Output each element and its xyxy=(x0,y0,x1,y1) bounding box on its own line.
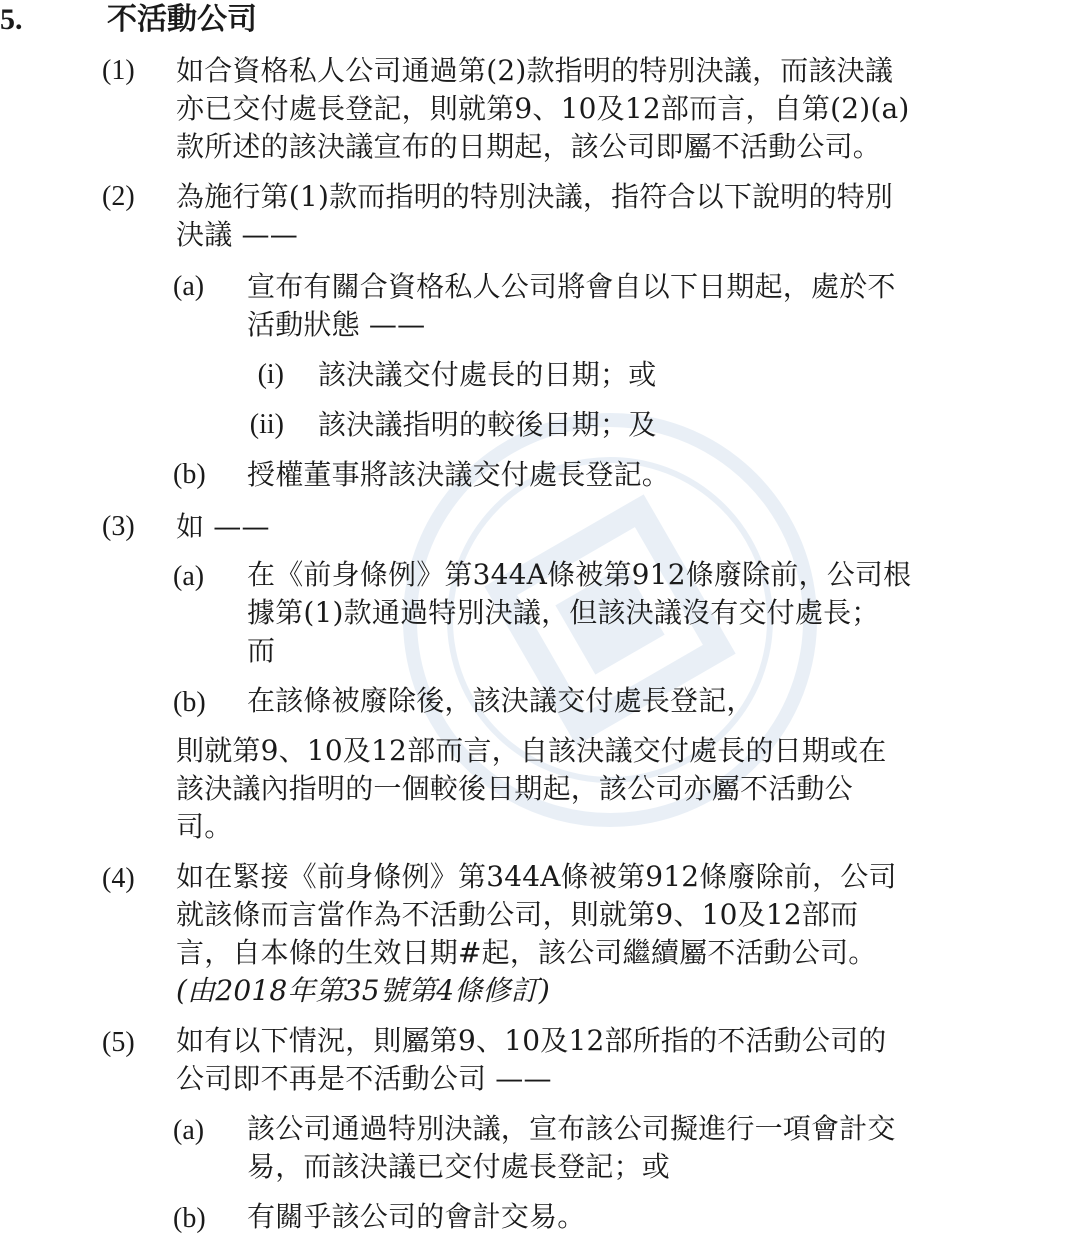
paragraph-5a-line: 易，而該決議已交付處長登記；或 xyxy=(247,1150,671,1183)
subsection-4-line: 如在緊接《前身條例》第344A條被第912條廢除前，公司 xyxy=(176,860,897,893)
subsection-4-line: 言，自本條的生效日期#起，該公司繼續屬不活動公司。 xyxy=(176,936,877,969)
paragraph-3b-text: 在該條被廢除後，該決議交付處長登記， xyxy=(247,684,755,717)
subsection-2-line: 決議 —— xyxy=(176,218,298,251)
subsection-5-label: (5) xyxy=(102,1027,135,1058)
paragraph-3b-label: (b) xyxy=(173,687,206,718)
subsection-4-line: 就該條而言當作為不活動公司，則就第9、10及12部而 xyxy=(176,898,859,931)
paragraph-3a-line: 而 xyxy=(247,634,276,667)
paragraph-5b-label: (b) xyxy=(173,1203,206,1234)
paragraph-2a-line: 宣布有關合資格私人公司將會自以下日期起，處於不 xyxy=(247,270,896,303)
subsection-3-label: (3) xyxy=(102,511,135,542)
subsection-5-line: 公司即不再是不活動公司 —— xyxy=(176,1062,552,1095)
subsection-3-closing-line: 則就第9、10及12部而言，自該決議交付處長的日期或在 xyxy=(176,734,887,767)
subsection-3-closing-line: 該決議內指明的一個較後日期起，該公司亦屬不活動公 xyxy=(176,772,853,805)
subsection-3-intro: 如 —— xyxy=(176,510,270,543)
subparagraph-2a-i-label: (i) xyxy=(257,359,284,390)
amendment-note: (由2018年第35號第4條修訂) xyxy=(176,974,550,1007)
paragraph-2a-line: 活動狀態 —— xyxy=(247,308,426,341)
paragraph-3a-line: 據第(1)款通過特別決議，但該決議沒有交付處長； xyxy=(247,596,880,629)
subsection-1-line: 亦已交付處長登記，則就第9、10及12部而言，自第(2)(a) xyxy=(176,92,910,125)
subsection-1-line: 款所述的該決議宣布的日期起，該公司即屬不活動公司。 xyxy=(176,130,882,163)
subsection-2-line: 為施行第(1)款而指明的特別決議，指符合以下說明的特別 xyxy=(176,180,894,213)
paragraph-2b-label: (b) xyxy=(173,459,206,490)
section-title: 不活動公司 xyxy=(107,2,257,37)
subparagraph-2a-ii-label: (ii) xyxy=(249,409,284,440)
subparagraph-2a-ii-text: 該決議指明的較後日期；及 xyxy=(318,408,657,441)
subsection-1-label: (1) xyxy=(102,55,135,86)
subsection-5-line: 如有以下情況，則屬第9、10及12部所指的不活動公司的 xyxy=(176,1024,887,1057)
subsection-1-line: 如合資格私人公司通過第(2)款指明的特別決議，而該決議 xyxy=(176,54,894,87)
paragraph-5a-line: 該公司通過特別決議，宣布該公司擬進行一項會計交 xyxy=(247,1112,896,1145)
paragraph-2b-text: 授權董事將該決議交付處長登記。 xyxy=(247,458,671,491)
paragraph-5b-text: 有關乎該公司的會計交易。 xyxy=(247,1200,586,1233)
paragraph-3a-line: 在《前身條例》第344A條被第912條廢除前，公司根 xyxy=(247,558,912,591)
subsection-3-closing-line: 司。 xyxy=(176,810,233,843)
paragraph-3a-label: (a) xyxy=(173,561,205,592)
section-number: 5. xyxy=(0,3,23,36)
subsection-4-label: (4) xyxy=(102,863,135,894)
subsection-2-label: (2) xyxy=(102,181,135,212)
subparagraph-2a-i-text: 該決議交付處長的日期；或 xyxy=(318,358,657,391)
paragraph-5a-label: (a) xyxy=(173,1115,205,1146)
paragraph-2a-label: (a) xyxy=(173,271,205,302)
